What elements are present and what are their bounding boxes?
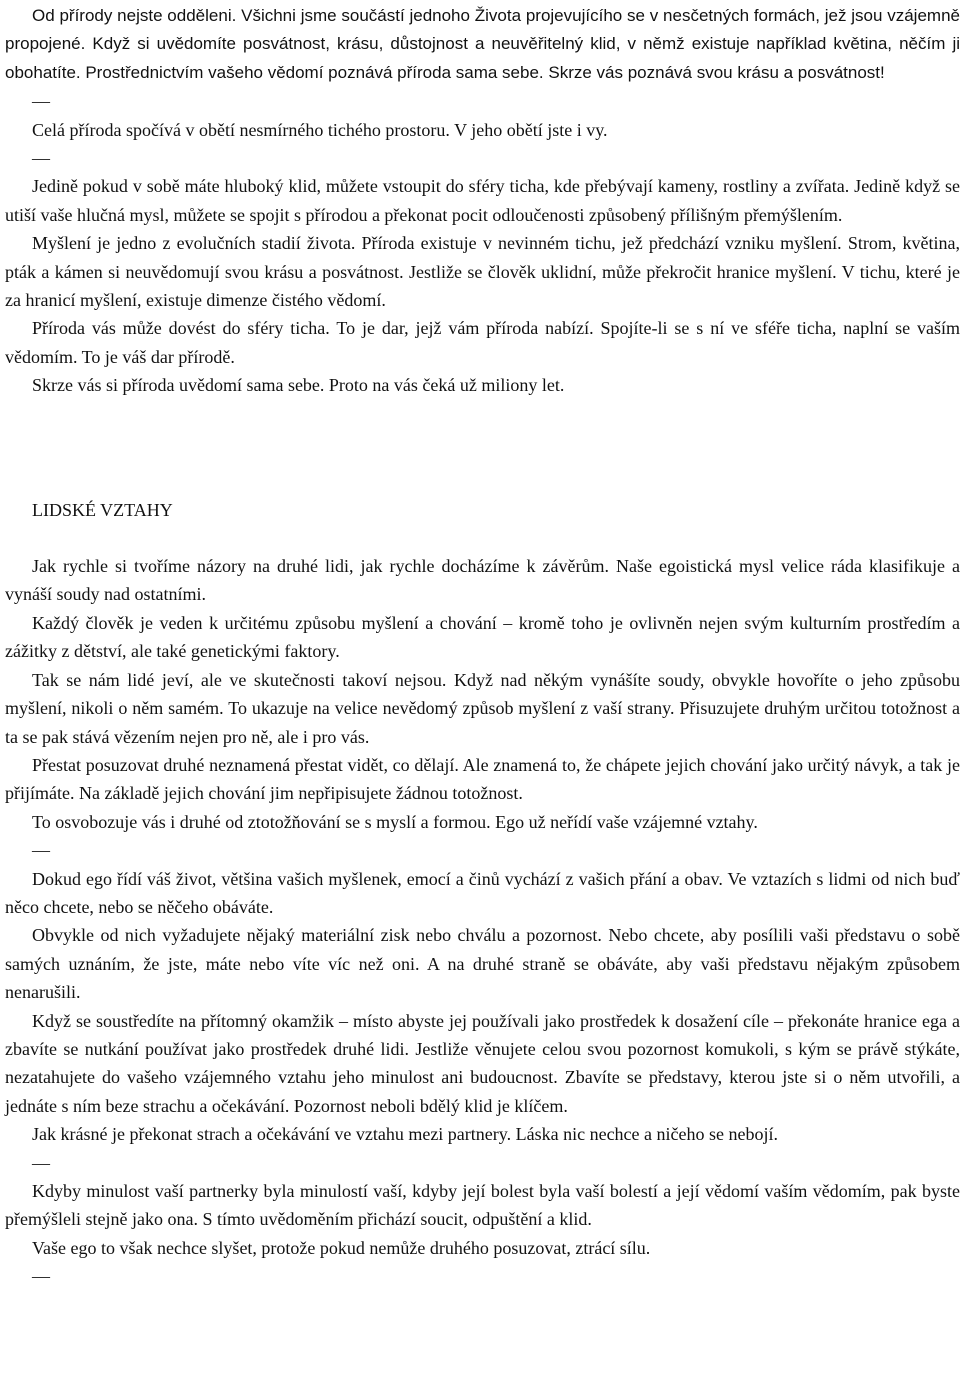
- paragraph: Od přírody nejste odděleni. Všichni jsme součástí jednoho Života projevujícího se v nesčetných formách, jež jsou vzájemně propojené. Když si uvědomíte posvátnost, krásu, důstojnost a neuvěřitelný klid, v němž existuje například květina, něčím ji obohatíte. Prostřednictvím vašeho vědomí poznává příroda sama sebe. Skrze vás poznává svou krásu a posvátnost!: [5, 6, 960, 82]
- paragraph: To osvobozuje vás i druhé od ztotožňování se s myslí a formou. Ego už neřídí vaše vzájemné vztahy.: [32, 811, 758, 832]
- paragraph: Vaše ego to však nechce slyšet, protože pokud nemůže druhého posuzovat, ztrácí sílu.: [32, 1237, 651, 1258]
- section-dash: —: [32, 148, 50, 169]
- section-dash: —: [32, 91, 50, 112]
- paragraph: Jak krásné je překonat strach a očekávání ve vztahu mezi partnery. Láska nic nechce a ničeho se nebojí.: [32, 1124, 778, 1145]
- paragraph: Tak se nám lidé jeví, ale ve skutečnosti takoví nejsou. Když nad někým vynášíte soudy, obvykle hovoříte o jeho způsobu myšlení, nikoli o něm samém. To ukazuje na velice nevědomý způsob myšlení z vaší strany. Přisuzujete druhým určitou totožnost a ta se pak stává vězením nejen pro ně, ale i pro vás.: [5, 669, 960, 747]
- paragraph: Celá příroda spočívá v obětí nesmírného tichého prostoru. V jeho obětí jste i vy.: [32, 119, 608, 140]
- paragraph: Jedině pokud v sobě máte hluboký klid, můžete vstoupit do sféry ticha, kde přebývají kameny, rostliny a zvířata. Jedině když se utiší vaše hlučná mysl, můžete se spojit s přírodou a překonat pocit odloučenosti způsobený přílišným přemýšlením.: [5, 176, 960, 225]
- paragraph: Skrze vás si příroda uvědomí sama sebe. Proto na vás čeká už miliony let.: [32, 375, 565, 396]
- paragraph: Příroda vás může dovést do sféry ticha. To je dar, jejž vám příroda nabízí. Spojíte-li se s ní ve sféře ticha, naplní se vaším vědomím. To je váš dar přírodě.: [5, 318, 960, 367]
- paragraph: Přestat posuzovat druhé neznamená přestat vidět, co dělají. Ale znamená to, že chápete jejich chování jako určitý návyk, a tak je přijímáte. Na základě jejich chování jim nepřipisujete žádnou totožnost.: [5, 754, 960, 804]
- spacer: [5, 524, 960, 552]
- paragraph: Myšlení je jedno z evolučních stadií života. Příroda existuje v nevinném tichu, jež předchází vzniku myšlení. Strom, květina, pták a kámen si neuvědomují svou krásu a posvátnost. Jestliže se člověk uklidní, může překročit hranice myšlení. V tichu, které je za hranicí myšlení, existuje dimenze čistého vědomí.: [5, 233, 960, 311]
- section-dash: —: [32, 840, 50, 861]
- paragraph: Obvykle od nich vyžadujete nějaký materiální zisk nebo chválu a pozornost. Nebo chcete, aby posílili vaši představu o sobě samých uznáním, že jste, máte nebo víte víc než oni. A na druhé straně se obáváte, aby vaši představu nějakým způsobem nenarušili.: [5, 925, 960, 1003]
- paragraph: Když se soustředíte na přítomný okamžik – místo abyste jej používali jako prostředek k dosažení cíle – překonáte hranice ega a zbavíte se nutkání používat jako prostředek druhé lidi. Jestliže věnujete celou svou pozornost komukoli, s kým se právě stýkáte, nezatahujete do vašeho vzájemného vztahu jeho minulost ani budoucnost. Zbavíte se představy, kterou jste si o něm utvořili, a jednáte s ním beze strachu a očekávání. Pozornost neboli bdělý klid je klíčem.: [5, 1010, 960, 1116]
- section-dash: —: [32, 1152, 50, 1173]
- paragraph: Jak rychle si tvoříme názory na druhé lidi, jak rychle docházíme k závěrům. Naše egoistická mysl velice ráda klasifikuje a vynáší soudy nad ostatními.: [5, 556, 960, 605]
- paragraph: Kdyby minulost vaší partnerky byla minulostí vaší, kdyby její bolest byla vaší bolestí a její vědomí vaším vědomím, pak byste přemýšleli stejně jako ona. S tímto uvědoměním přichází soucit, odpuštění a klid.: [5, 1180, 960, 1230]
- paragraph: Dokud ego řídí váš život, většina vašich myšlenek, emocí a činů vychází z vašich přání a obav. Ve vztazích s lidmi od nich buď něco chcete, nebo se něčeho obáváte.: [5, 868, 960, 917]
- spacer: [5, 400, 960, 457]
- section-heading: LIDSKÉ VZTAHY: [32, 499, 173, 520]
- paragraph: Každý člověk je veden k určitému způsobu myšlení a chování – kromě toho je ovlivněn nejen svým kulturním prostředím a zážitky z dětství, ale také genetickými faktory.: [5, 612, 960, 662]
- section-dash: —: [32, 1266, 50, 1287]
- document-page: [5, 2, 960, 1291]
